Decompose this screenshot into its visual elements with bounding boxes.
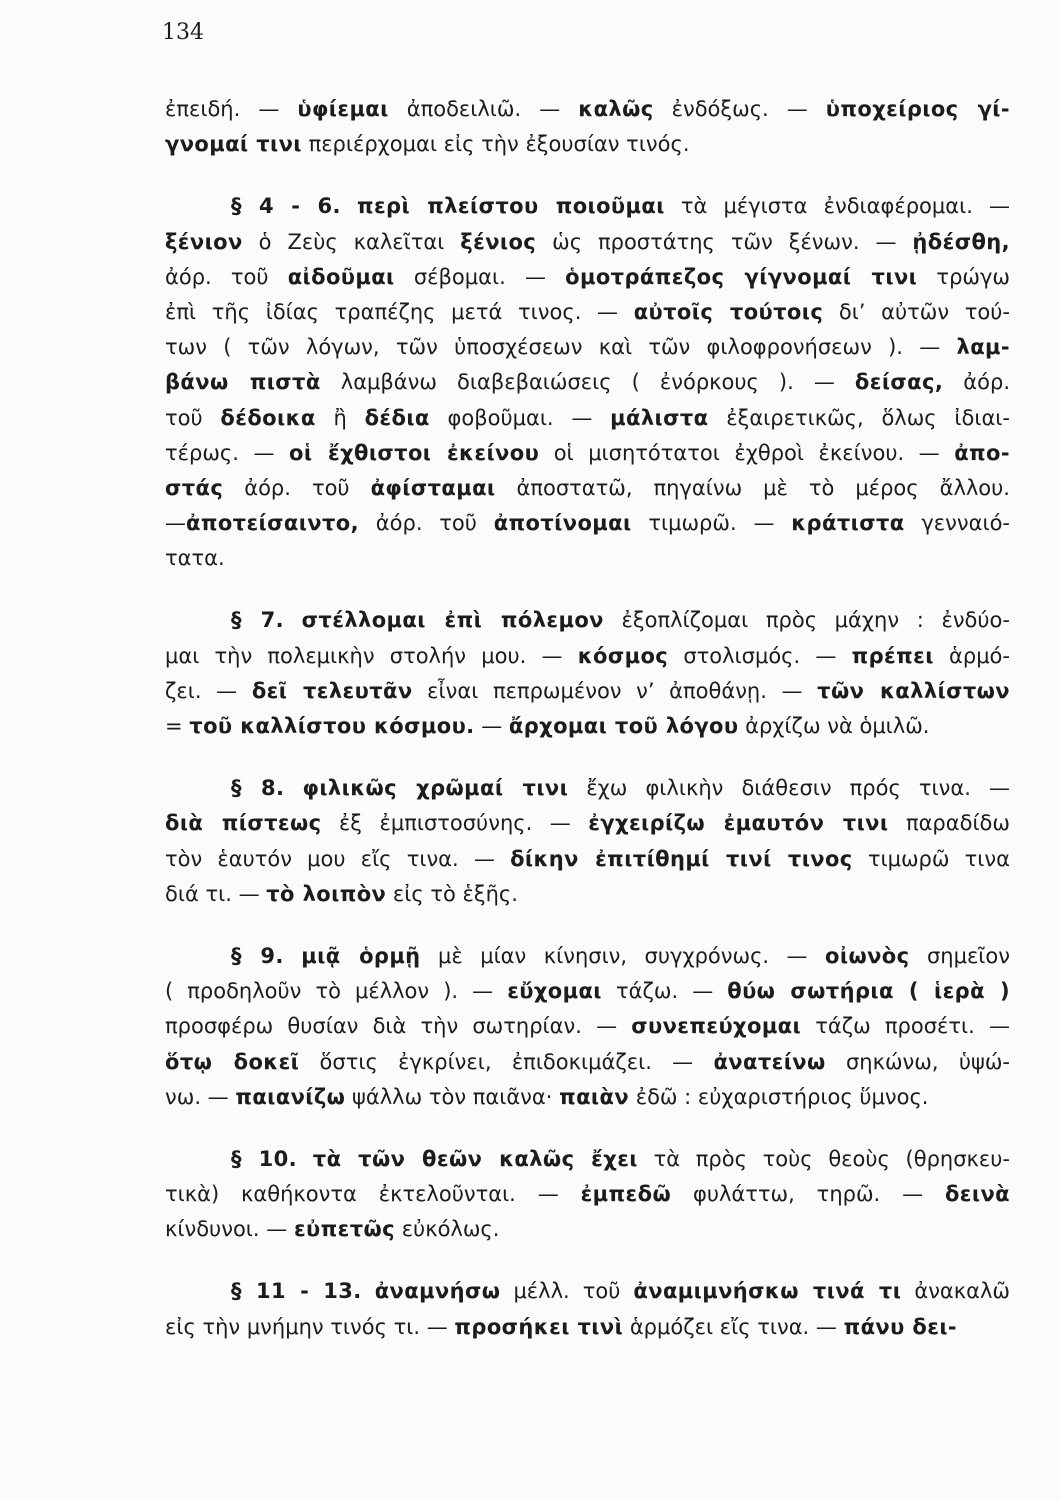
definition-text: ἁρμόζει εἴς τινα. —: [623, 1314, 844, 1339]
definition-text: σημεῖον: [909, 943, 1010, 968]
definition-text: τοῦ: [165, 405, 221, 430]
text-line: [165, 709, 1010, 744]
definition-text: των ( τῶν λόγων, τῶν ὑποσχέσεων καὶ τῶν φιλοφρονήσεων ). —: [165, 335, 957, 360]
definition-text: τάζω. —: [601, 979, 728, 1004]
glossary-term: δέδια: [364, 405, 430, 430]
glossary-term: περὶ πλείστου ποιοῦμαι: [356, 194, 665, 219]
definition-text: ἀόρ.: [943, 370, 1010, 395]
text-line: [165, 260, 1010, 295]
glossary-term: ἀποτείσαιντο,: [186, 511, 360, 536]
glossary-term: ἀφίσταμαι: [370, 475, 496, 500]
definition-text: [284, 944, 301, 968]
glossary-term: φιλικῶς χρῶμαί τινι: [302, 776, 569, 801]
text-line: [165, 939, 1010, 974]
text-line: [165, 639, 1010, 674]
definition-text: ἀποδειλιῶ. —: [388, 97, 579, 121]
definition-text: ἀνακαλῶ: [901, 1279, 1011, 1304]
glossary-term: ξένιος: [460, 229, 537, 254]
text-line: [165, 1177, 1010, 1212]
text-line: [165, 471, 1010, 506]
definition-text: ἀόρ. τοῦ: [223, 475, 371, 500]
definition-text: ἔχω φιλικὴν διάθεσιν πρός τινα. —: [568, 776, 1010, 801]
definition-text: ἀόρ. τοῦ: [359, 511, 494, 536]
text-line: [165, 1212, 1010, 1247]
text-line: [165, 506, 1010, 541]
glossary-term: πάνυ δει-: [843, 1314, 958, 1339]
glossary-term: παιὰν: [559, 1084, 630, 1109]
definition-text: ψάλλω τὸν παιᾶνα·: [345, 1084, 560, 1109]
glossary-term: ἀπο-: [954, 440, 1011, 465]
glossary-term: αὐτοῖς τούτοις: [633, 299, 824, 324]
section-marker: § 10.: [231, 1146, 298, 1171]
definition-text: οἱ μισητότατοι ἐχθροὶ ἐκείνου. —: [539, 440, 955, 465]
glossary-term: πρέπει: [851, 643, 934, 668]
glossary-term: μιᾷ ὁρμῇ: [301, 943, 421, 968]
definition-text: =: [165, 714, 190, 738]
paragraph-gap: [165, 1247, 1010, 1274]
text-line: [165, 603, 1010, 638]
section-marker: § 9.: [231, 943, 284, 968]
glossary-term: ἀναμνήσω: [374, 1279, 501, 1304]
paragraph: [165, 939, 1010, 1115]
glossary-term: τῶν καλλίστων: [817, 678, 1011, 703]
definition-text: ὅστις ἐγκρίνει, ἐπιδοκιμάζει. —: [299, 1049, 714, 1074]
definition-text: γενναιό-: [904, 511, 1010, 536]
text-line: [165, 877, 1010, 912]
glossary-term: βάνω πιστὰ: [165, 370, 321, 395]
definition-text: [297, 1147, 313, 1171]
definition-text: τὰ μέγιστα ἐνδιαφέρομαι. —: [664, 194, 1010, 219]
definition-text: τρώγω: [917, 264, 1011, 289]
definition-text: φυλάττω, τηρῶ. —: [671, 1182, 945, 1207]
definition-text: εἰς τὸ ἑξῆς.: [386, 881, 518, 906]
definition-text: ὡς προστάτης τῶν ξένων. —: [536, 229, 913, 254]
paragraph: [165, 603, 1010, 744]
definition-text: δι’ αὐτῶν τού-: [823, 299, 1010, 324]
definition-text: τικὰ) καθήκοντα ἐκτελοῦνται. —: [165, 1182, 581, 1207]
glossary-term: δέδοικα: [220, 405, 316, 430]
text-line: [165, 295, 1010, 330]
glossary-term: εὔχομαι: [507, 979, 602, 1004]
section-marker: § 8.: [231, 776, 285, 801]
glossary-term: δεῖ τελευτᾶν: [251, 678, 413, 703]
definition-text: ἁρμό-: [933, 643, 1010, 668]
section-marker: § 7.: [231, 608, 284, 633]
definition-text: φοβοῦμαι. —: [429, 405, 611, 430]
glossary-term: τοῦ καλλίστου κόσμου.: [189, 714, 475, 738]
definition-text: [341, 194, 357, 218]
glossary-term: συνεπεύχομαι: [631, 1014, 802, 1039]
definition-text: ἐξοπλίζομαι πρὸς μάχην : ἐνδύο-: [603, 608, 1010, 633]
definition-text: τάζω προσέτι. —: [801, 1014, 1010, 1039]
definition-text: ἀρχίζω νὰ ὁμιλῶ.: [738, 714, 930, 738]
text-line: [165, 541, 1010, 576]
text-line: [165, 401, 1010, 436]
paragraph: [165, 189, 1010, 576]
definition-text: —: [165, 511, 186, 536]
definition-text: διά τι. —: [165, 881, 267, 906]
definition-text: εἶναι πεπρωμένον ν’ ἀποθάνῃ. —: [412, 678, 818, 703]
section-marker: § 4 - 6.: [231, 194, 341, 219]
definition-text: περιέρχομαι εἰς τὴν ἐξουσίαν τινός.: [301, 132, 690, 157]
definition-text: ἐπειδή. —: [165, 97, 298, 121]
definition-text: σηκώνω, ὑψώ-: [825, 1049, 1010, 1074]
paragraph-gap: [165, 1115, 1010, 1142]
glossary-term: δεινὰ: [944, 1182, 1010, 1207]
definition-text: ἐξ ἐμπιστοσύνης. —: [321, 811, 589, 836]
text-line: [165, 974, 1010, 1009]
definition-text: ( προδηλοῦν τὸ μέλλον ). —: [165, 979, 508, 1004]
definition-text: τατα.: [165, 546, 225, 571]
definition-text: τιμωρῶ. —: [631, 511, 792, 536]
glossary-term: τὸ λοιπὸν: [266, 881, 387, 906]
glossary-term: ἀνατείνω: [713, 1049, 826, 1074]
definition-text: τὸν ἑαυτόν μου εἴς τινα. —: [165, 846, 511, 871]
definition-text: νω. —: [165, 1084, 236, 1109]
glossary-term: ὑποχείριος γί-: [825, 97, 1010, 121]
paragraph-gap: [165, 912, 1010, 939]
text-line: [165, 674, 1010, 709]
definition-text: μὲ μίαν κίνησιν, συγχρόνως. —: [420, 943, 826, 968]
definition-text: ἢ: [315, 405, 365, 430]
definition-text: ἐπὶ τῆς ἰδίας τραπέζης μετά τινος. —: [165, 299, 634, 324]
text-line: [165, 1274, 1010, 1309]
glossary-term: ἄρχομαι τοῦ λόγου: [508, 714, 739, 738]
glossary-term: κόσμος: [577, 643, 669, 668]
glossary-term: μάλιστα: [610, 405, 709, 430]
definition-text: μαι τὴν πολεμικὴν στολήν μου. —: [165, 643, 578, 668]
glossary-term: εὐπετῶς: [293, 1217, 396, 1242]
glossary-term: δίκην ἐπιτίθημί τινί τινος: [510, 846, 853, 871]
glossary-term: ὁμοτράπεζος γίγνομαί τινι: [565, 264, 918, 289]
glossary-term: ὅτῳ δοκεῖ: [165, 1049, 300, 1074]
definition-text: ἐνδόξως. —: [653, 97, 826, 121]
text-line: [165, 365, 1010, 400]
definition-text: ἀποστατῶ, πηγαίνω μὲ τὸ μέρος ἄλλου.: [495, 475, 1010, 500]
text-line: [165, 1009, 1010, 1044]
text-line: [165, 189, 1010, 224]
text-line: [165, 1045, 1010, 1080]
text-line: [165, 330, 1010, 365]
text-line: [165, 1080, 1010, 1115]
text-line: [165, 436, 1010, 471]
glossary-term: στάς: [165, 475, 224, 500]
definition-text: —: [474, 714, 509, 738]
definition-text: τέρως. —: [165, 440, 289, 465]
paragraph: [165, 92, 1010, 162]
definition-text: σέβομαι. —: [394, 264, 566, 289]
paragraph: [165, 1142, 1010, 1248]
glossary-term: προσήκει τινὶ: [454, 1314, 624, 1339]
text-line: [165, 842, 1010, 877]
definition-text: εὐκόλως.: [395, 1217, 500, 1242]
glossary-term: αἰδοῦμαι: [287, 264, 395, 289]
glossary-term: καλῶς: [578, 97, 654, 121]
glossary-term: θύω σωτήρια ( ἱερὰ ): [727, 979, 1011, 1004]
glossary-term: δείσας,: [854, 370, 944, 395]
section-marker: § 11 - 13.: [231, 1279, 362, 1304]
text-line: [165, 1142, 1010, 1177]
glossary-term: ἐμπεδῶ: [580, 1182, 672, 1207]
definition-text: ὁ Ζεὺς καλεῖται: [242, 229, 461, 254]
text-line: [165, 806, 1010, 841]
paragraph: [165, 1274, 1010, 1344]
glossary-term: παιανίζω: [235, 1084, 346, 1109]
definition-text: προσφέρω θυσίαν διὰ τὴν σωτηρίαν. —: [165, 1014, 632, 1039]
glossary-term: ξένιον: [165, 229, 243, 254]
text-body: [165, 92, 1010, 1345]
glossary-term: ὑφίεμαι: [297, 97, 389, 121]
definition-text: [362, 1279, 375, 1303]
text-line: [165, 1310, 1010, 1345]
glossary-term: οἰωνὸς: [825, 943, 910, 968]
definition-text: τιμωρῶ τινα: [852, 846, 1010, 871]
paragraph: [165, 771, 1010, 912]
definition-text: ἐξαιρετικῶς, ὅλως ἰδιαι-: [708, 405, 1010, 430]
definition-text: στολισμός. —: [668, 643, 852, 668]
definition-text: ἀόρ. τοῦ: [165, 264, 288, 289]
definition-text: [284, 608, 302, 632]
text-line: [165, 771, 1010, 806]
definition-text: τὰ πρὸς τοὺς θεοὺς (θρησκευ-: [637, 1146, 1010, 1171]
paragraph-gap: [165, 576, 1010, 603]
definition-text: ἐδῶ : εὐχαριστήριος ὕμνος.: [629, 1084, 929, 1109]
glossary-term: τὰ τῶν θεῶν καλῶς ἔχει: [312, 1146, 638, 1171]
glossary-term: ἀποτίνομαι: [493, 511, 632, 536]
definition-text: ζει. —: [165, 678, 252, 703]
glossary-term: ᾐδέσθη,: [912, 229, 1010, 254]
paragraph-gap: [165, 744, 1010, 771]
definition-text: παραδίδω: [888, 811, 1010, 836]
glossary-term: γνομαί τινι: [165, 132, 302, 157]
paragraph-gap: [165, 162, 1010, 189]
definition-text: λαμβάνω διαβεβαιώσεις ( ἐνόρκους ). —: [320, 370, 855, 395]
text-line: [165, 127, 1010, 162]
glossary-term: διὰ πίστεως: [165, 811, 322, 836]
text-line: [165, 92, 1010, 127]
text-line: [165, 225, 1010, 260]
definition-text: [284, 776, 302, 800]
page-number: 134: [162, 20, 204, 45]
glossary-term: οἱ ἔχθιστοι ἐκείνου: [289, 440, 540, 465]
glossary-term: ἐγχειρίζω ἐμαυτόν τινι: [588, 811, 889, 836]
definition-text: εἰς τὴν μνήμην τινός τι. —: [165, 1314, 455, 1339]
glossary-term: ἀναμιμνήσκω τινά τι: [633, 1279, 902, 1304]
definition-text: κίνδυνοι. —: [165, 1217, 294, 1242]
glossary-term: στέλλομαι ἐπὶ πόλεμον: [301, 608, 604, 633]
glossary-term: κράτιστα: [791, 511, 905, 536]
definition-text: μέλλ. τοῦ: [500, 1279, 634, 1304]
glossary-term: λαμ-: [956, 335, 1010, 360]
